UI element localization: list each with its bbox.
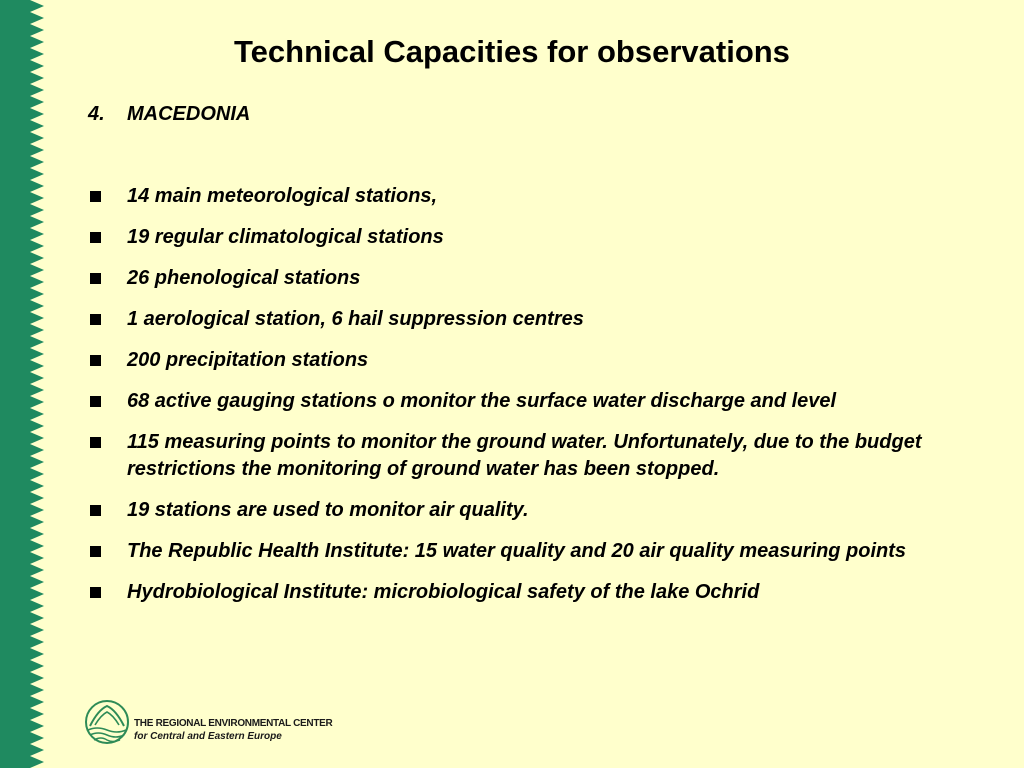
section-heading — [88, 102, 250, 126]
bullet-text: 19 stations are used to monitor air quality. — [127, 499, 529, 521]
bullet-item — [88, 388, 968, 415]
bullet-square-icon — [90, 546, 101, 557]
bullet-item — [88, 347, 968, 374]
bullet-square-icon — [90, 191, 101, 202]
bullet-text: 68 active gauging stations o monitor the surface water discharge and level — [127, 390, 837, 412]
bullet-item — [88, 306, 968, 333]
rec-logo — [84, 696, 344, 748]
rec-org-subtitle: for Central and Eastern Europe — [134, 731, 282, 742]
bullet-list — [88, 183, 968, 620]
rec-org-name: THE REGIONAL ENVIRONMENTAL CENTER — [134, 718, 333, 729]
bullet-item — [88, 183, 968, 210]
bullet-text: 200 precipitation stations — [127, 349, 369, 371]
bullet-text: 14 main meteorological stations, — [127, 185, 438, 207]
bullet-text: Hydrobiological Institute: microbiological safety of the lake Ochrid — [127, 581, 760, 603]
section-label: MACEDONIA — [127, 103, 251, 125]
bullet-item — [88, 224, 968, 251]
bullet-square-icon — [90, 396, 101, 407]
bullet-item — [88, 265, 968, 292]
bullet-item — [88, 429, 968, 483]
bullet-square-icon — [90, 232, 101, 243]
bullet-text: 1 aerological station, 6 hail suppression centres — [127, 308, 584, 330]
bullet-square-icon — [90, 314, 101, 325]
bullet-square-icon — [90, 505, 101, 516]
zigzag-border-shape — [0, 0, 44, 768]
rec-logo-icon — [84, 696, 130, 748]
bullet-square-icon — [90, 437, 101, 448]
bullet-item — [88, 579, 968, 606]
bullet-square-icon — [90, 355, 101, 366]
bullet-text: 115 measuring points to monitor the ground water. Unfortunately, due to the budget restrictions the monitoring of ground water has been stopped. — [127, 431, 922, 480]
bullet-text: 19 regular climatological stations — [127, 226, 444, 248]
bullet-text: The Republic Health Institute: 15 water quality and 20 air quality measuring points — [127, 540, 907, 562]
bullet-square-icon — [90, 587, 101, 598]
bullet-item — [88, 538, 968, 565]
bullet-text: 26 phenological stations — [127, 267, 361, 289]
slide-title: Technical Capacities for observations — [234, 34, 790, 69]
bullet-square-icon — [90, 273, 101, 284]
bullet-item — [88, 497, 968, 524]
section-number: 4. — [88, 103, 105, 125]
decorative-zigzag-border — [0, 0, 46, 768]
